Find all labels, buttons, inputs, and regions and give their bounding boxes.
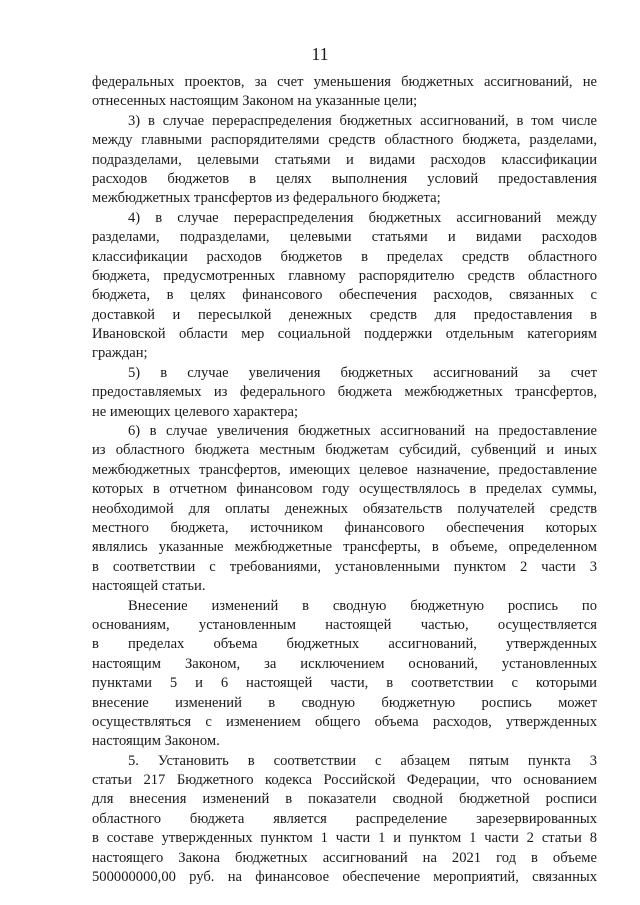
text-line: между главными распорядителями средств областного бюджета, разделами, bbox=[92, 132, 597, 149]
text-line: настоящим Законом. bbox=[92, 733, 220, 750]
text-line: внесение изменений в сводную бюджетную роспись может bbox=[92, 694, 597, 711]
page-number: 11 bbox=[311, 44, 329, 64]
text-line: разделами, подразделами, целевыми статьями и видами расходов bbox=[92, 229, 597, 246]
text-line: статьи 217 Бюджетного кодекса Российской Федерации, что основанием bbox=[92, 772, 597, 789]
document-body bbox=[92, 73, 597, 887]
text-line: бюджета, в целях финансового обеспечения расходов, связанных с bbox=[92, 287, 597, 304]
text-line: подразделами, целевыми статьями и видами расходов классификации bbox=[92, 151, 597, 168]
text-line: 6) в случае увеличения бюджетных ассигнований на предоставление bbox=[128, 423, 597, 440]
text-line: пунктами 5 и 6 настоящей части, в соответствии с которыми bbox=[92, 675, 597, 692]
text-line: граждан; bbox=[92, 345, 148, 362]
text-line: федеральных проектов, за счет уменьшения бюджетных ассигнований, не bbox=[92, 74, 597, 90]
text-line: настоящего Закона бюджетных ассигнований на 2021 год в объеме bbox=[92, 849, 597, 866]
text-line: классификации расходов бюджетов в пределах средств областного bbox=[92, 248, 597, 265]
text-line: для внесения изменений в показатели сводной бюджетной росписи bbox=[92, 791, 597, 808]
text-line: межбюджетных трансфертов из федерального бюджета; bbox=[92, 190, 441, 207]
text-line: не имеющих целевого характера; bbox=[92, 403, 298, 420]
text-line: 3) в случае перераспределения бюджетных ассигнований, в том числе bbox=[128, 112, 597, 129]
text-line: в пределах объема бюджетных ассигнований, утвержденных bbox=[92, 636, 597, 653]
text-line: предоставляемых из федерального бюджета межбюджетных трансфертов, bbox=[92, 384, 597, 401]
text-line: настоящим Законом, за исключением оснований, установленных bbox=[92, 655, 597, 672]
text-line: отнесенных настоящим Законом на указанные цели; bbox=[92, 93, 418, 110]
text-line: 5) в случае увеличения бюджетных ассигнований за счет bbox=[128, 364, 597, 381]
text-line: которых в отчетном финансовом году осуществлялось в пределах суммы, bbox=[92, 481, 597, 498]
text-line: Ивановской области мер социальной поддержки отдельным категориям bbox=[92, 326, 597, 343]
text-line: доставкой и пересылкой денежных средств для предоставления в bbox=[92, 306, 597, 323]
text-line: бюджета, предусмотренных главному распорядителю средств областного bbox=[92, 267, 597, 284]
text-line: 500000000,00 руб. на финансовое обеспечение мероприятий, связанных bbox=[92, 869, 597, 886]
text-line: Внесение изменений в сводную бюджетную роспись по bbox=[128, 597, 597, 614]
text-line: из областного бюджета местным бюджетам субсидий, субвенций и иных bbox=[92, 442, 597, 459]
text-line: в составе утвержденных пунктом 1 части 1 и пунктом 1 части 2 статьи 8 bbox=[92, 830, 597, 847]
text-line: осуществляться с изменением общего объема расходов, утвержденных bbox=[92, 713, 597, 730]
text-line: 5. Установить в соответствии с абзацем пятым пункта 3 bbox=[128, 752, 597, 769]
text-line: областного бюджета является распределение зарезервированных bbox=[92, 810, 597, 827]
text-line: расходов бюджетов в целях выполнения условий предоставления bbox=[92, 170, 597, 187]
text-line: 4) в случае перераспределения бюджетных ассигнований между bbox=[128, 209, 597, 226]
text-line: межбюджетных трансфертов, имеющих целевое назначение, предоставление bbox=[92, 461, 597, 478]
text-line: местного бюджета, источником финансового обеспечения которых bbox=[92, 519, 597, 536]
text-line: являлись указанные межбюджетные трансферты, в объеме, определенном bbox=[92, 539, 597, 556]
text-line: необходимой для оплаты денежных обязательств получателей средств bbox=[92, 500, 597, 517]
text-line: в соответствии с требованиями, установленными пунктом 2 части 3 bbox=[92, 558, 597, 575]
text-line: основаниям, установленным настоящей частью, осуществляется bbox=[92, 616, 597, 633]
text-line: настоящей статьи. bbox=[92, 578, 206, 595]
